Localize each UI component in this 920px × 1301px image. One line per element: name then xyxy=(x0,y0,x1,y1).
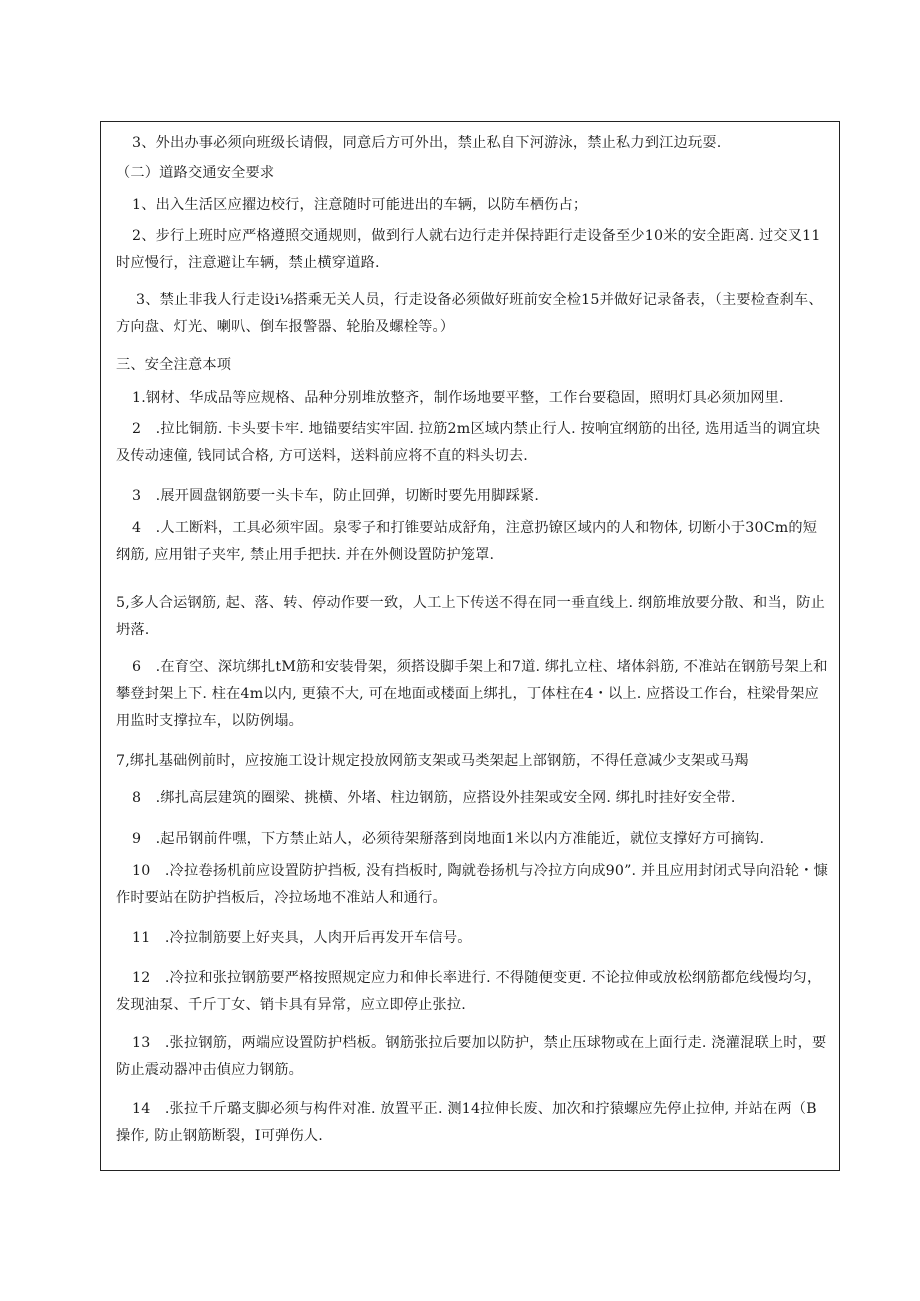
paragraph-9: 5,多人合运钢筋, 起、落、转、停动作要一致，人工上下传送不得在同一垂直线上. 纲筋堆放要分散、和当，防止坍落. xyxy=(116,595,825,638)
paragraph-6: 2 .拉比铜筋. 卡头要卡牢. 地锚要结实牢固. 拉筋2m区域内禁止行人. 按响宜纲筋的出径, 选用适当的调宜块及传动速僮, 钱同试合格, 方可送料，送料前应将不直的料头切去. xyxy=(116,421,821,464)
paragraph-4: 3、禁止非我人行走设i⅛搭乘无关人员，行走设备必须做好班前安全检15并做好记录备表，（主要检查刹车、方向盘、灯光、喇叭、倒车报警器、轮胎及螺栓等。） xyxy=(116,292,823,335)
section-heading-safety: 三、安全注意本项 xyxy=(116,357,232,373)
paragraph-14: 10 .冷拉卷扬机前应设置防护挡板, 没有挡板时, 陶就卷扬机与冷拉方向成90”. 并且应用封闭式导向沿轮・慷作时要站在防护挡板后，冷拉场地不准站人和通行。 xyxy=(116,863,828,906)
paragraph-15: 11 .冷拉制筋要上好夹具，人肉开后再发开车信号。 xyxy=(132,930,472,946)
paragraph-18: 14 .张拉千斤璐支脚必须与构件对准. 放置平正. 测14拉伸长废、加次和拧猿螺应先停止拉伸, 并站在两（B操作, 防止钢筋断裂，I可弹伤人. xyxy=(116,1101,817,1144)
section-heading-traffic: （二）道路交通安全要求 xyxy=(116,165,275,181)
paragraph-17: 13 .张拉钢筋，两端应设置防护档板。钢筋张拉后要加以防护，禁止压球物或在上面行走. 浇灌混联上时，要防止震动器冲击偵应力钢筋。 xyxy=(116,1035,827,1078)
paragraph-2: 1、出入生活区应擢边校行，注意随时可能进出的车辆，以防车栖伤占； xyxy=(132,197,588,213)
paragraph-10: 6 .在育空、深坑绑扎tM筋和安装骨架，须搭设脚手架上和7道. 绑扎立柱、堵体斜筋, 不准站在钢筋号架上和攀登封架上下. 柱在4m以内, 更猿不大, 可在地面或楼面上绑扎，丁体柱在4・以上. 应搭设工作台，柱梁骨架应用监时支撑拉车，以防例塌。 xyxy=(116,659,828,729)
paragraph-5: 1.钢材、华成品等应规格、品种分别堆放整齐，制作场地要平整，工作台要稳固，照明灯具必须加网里. xyxy=(132,390,784,406)
paragraph-16: 12 .冷拉和张拉钢筋要严格按照规定应力和伸长率进行. 不得随便变更. 不论拉伸或放松纲筋都危线慢均匀，发现油泵、千斤丁女、销卡具有异常，应立即停止张拉. xyxy=(116,970,822,1013)
paragraph-3: 2、步行上班时应严格遵照交通规则，做到行人就右边行走并保持距行走设备至少10米的安全距离. 过交叉11时应慢行，注意避让车辆，禁止横穿道路. xyxy=(116,228,821,271)
paragraph-11: 7,绑扎基础例前时，应按施工设计规定投放网筋支架或马类架起上部钢筋，不得任意减少支架或马羯 xyxy=(116,753,749,769)
paragraph-8: 4 .人工断料，工具必须牢固。泉零子和打锥要站成舒角，注意扔镣区域内的人和物体, 切断小于30Cm的短纲筋, 应用钳子夹牢, 禁止用手把扶. 并在外侧设置防护笼罩. xyxy=(116,520,818,563)
paragraph-13: 9 .起吊钢前件嘿，下方禁止站人，必须待架掰落到岗地面1米以内方准能近，就位支撑好方可摘钩. xyxy=(132,831,765,847)
paragraph-12: 8 .绑扎高层建筑的圈梁、挑横、外堵、柱边钢筋，应搭设外挂架或安全网. 绑扎时挂好安全带. xyxy=(132,790,736,806)
paragraph-1: 3、外出办事必须向班级长请假，同意后方可外出，禁止私自下河游泳，禁止私力到江边玩耍. xyxy=(132,135,722,151)
paragraph-7: 3 .展开圆盘钢筋要一头卡车，防止回弹，切断时要先用脚踩紧. xyxy=(132,488,540,504)
